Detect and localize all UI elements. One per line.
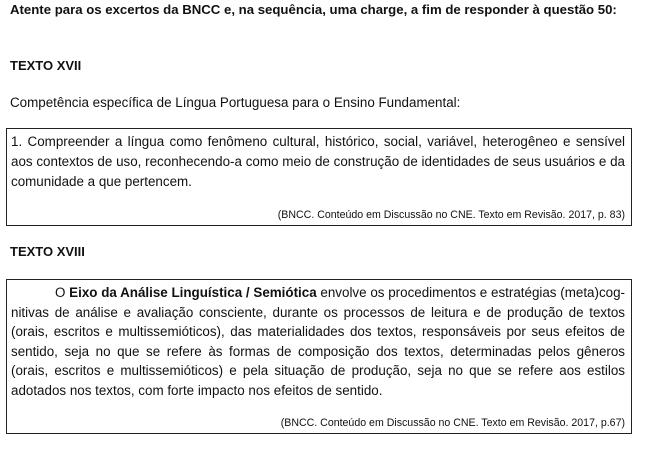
instruction-text: Atente para os excertos da BNCC e, na sequência, uma charge, a fim de responder à questão 50:: [10, 2, 617, 17]
texto-xviii-citation: (BNCC. Conteúdo em Discussão no CNE. Texto em Revisão. 2017, p.67): [280, 417, 625, 429]
texto-xviii-box: [6, 279, 632, 434]
texto-xvii-subtitle: Competência específica de Língua Portuguesa para o Ensino Fundamental:: [10, 95, 461, 110]
texto-xviii-body-container: [11, 283, 625, 401]
texto-xviii-lead: O: [55, 285, 70, 300]
texto-xvii-heading: TEXTO XVII: [10, 58, 82, 73]
texto-xvii-body: 1. Compreender a língua como fenômeno cultural, histórico, social, variável, heterogêneo e sensível aos contextos de uso, reconhecendo-a como meio de construção de identidades de seus usuários e da comunidade a que pertencem.: [11, 134, 625, 189]
texto-xvii-box: [6, 128, 632, 226]
texto-xviii-body: envolve os procedimentos e estratégias (meta)cog-nitivas de análise e avaliação consciente, durante os processos de leitura e de produção de textos (orais, escritos e multissemióticos), das materialidades dos textos, responsáveis por seus efeitos de sentido, seja no que se refere às formas de composição dos textos, determinadas pelos gêneros (orais, escritos e multissemióticos) e pela situação de produção, seja no que se refere aos estilos adotados nos textos, com forte impacto nos efeitos de sentido.: [11, 285, 625, 398]
texto-xvii-citation: (BNCC. Conteúdo em Discussão no CNE. Texto em Revisão. 2017, p. 83): [277, 209, 625, 221]
texto-xviii-heading: TEXTO XVIII: [10, 244, 85, 259]
texto-xviii-bold-term: Eixo da Análise Linguística / Semiótica: [69, 285, 317, 300]
